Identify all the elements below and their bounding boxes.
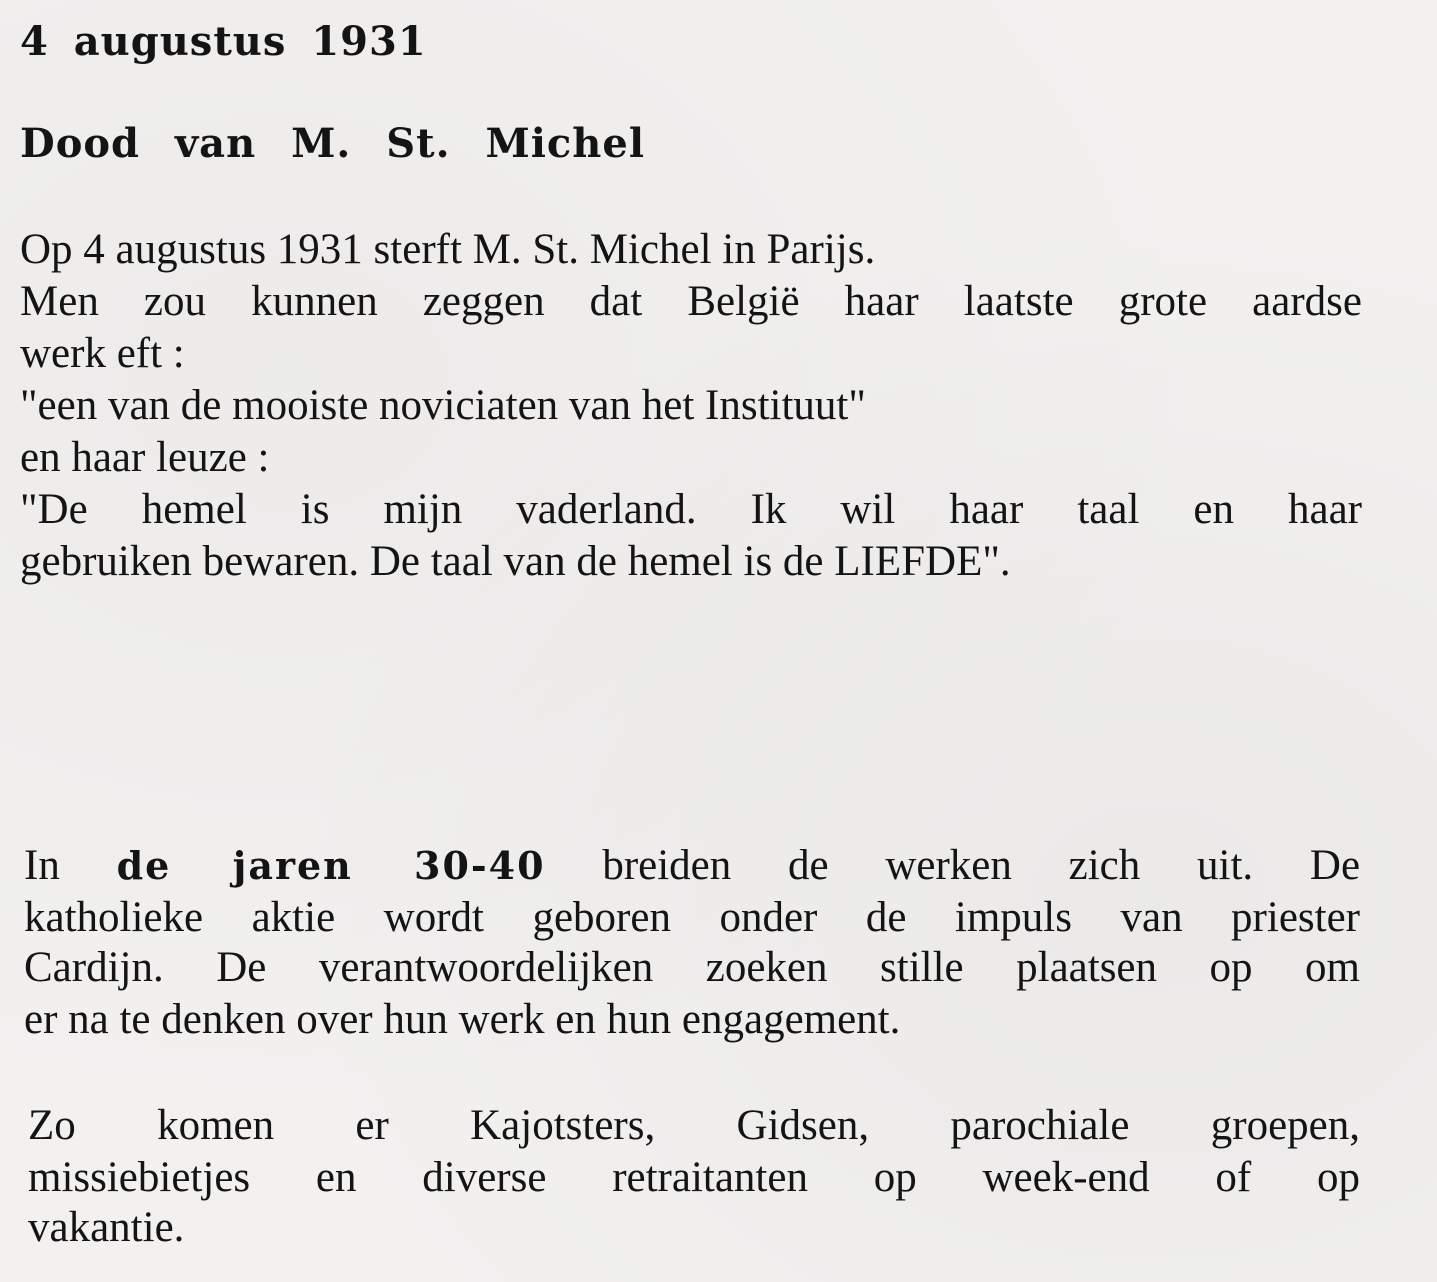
date-heading: 4 augustus 1931	[20, 18, 427, 65]
text-line: vakantie.	[28, 1204, 185, 1251]
text-run: In	[24, 842, 60, 889]
text-line: Cardijn. De verantwoordelijken zoeken stille plaatsen op om	[24, 944, 1360, 991]
text-run: breiden de werken zich uit. De	[602, 842, 1361, 889]
section-title: Dood van M. St. Michel	[20, 120, 646, 167]
text-line: en haar leuze :	[20, 434, 270, 481]
quote-line: gebruiken bewaren. De taal van de hemel is de LIEFDE".	[20, 538, 1011, 585]
text-line: katholieke aktie wordt geboren onder de impuls van priester	[24, 894, 1360, 941]
text-line: er na te denken over hun werk en hun engagement.	[24, 996, 901, 1043]
text-line: werk eft :	[20, 330, 185, 377]
text-line-with-emphasis	[24, 840, 1360, 892]
text-line: missiebietjes en diverse retraitanten op week-end of op	[28, 1154, 1360, 1201]
text-line: Men zou kunnen zeggen dat België haar laatste grote aardse	[20, 278, 1362, 325]
quote-line: "De hemel is mijn vaderland. Ik wil haar taal en haar	[20, 486, 1362, 533]
quote-line: "een van de mooiste noviciaten van het Instituut"	[20, 382, 866, 429]
text-line: Op 4 augustus 1931 sterft M. St. Michel in Parijs.	[20, 226, 876, 273]
emphasis-years: de jaren 30-40	[116, 843, 546, 888]
text-line: Zo komen er Kajotsters, Gidsen, parochiale groepen,	[28, 1102, 1360, 1149]
